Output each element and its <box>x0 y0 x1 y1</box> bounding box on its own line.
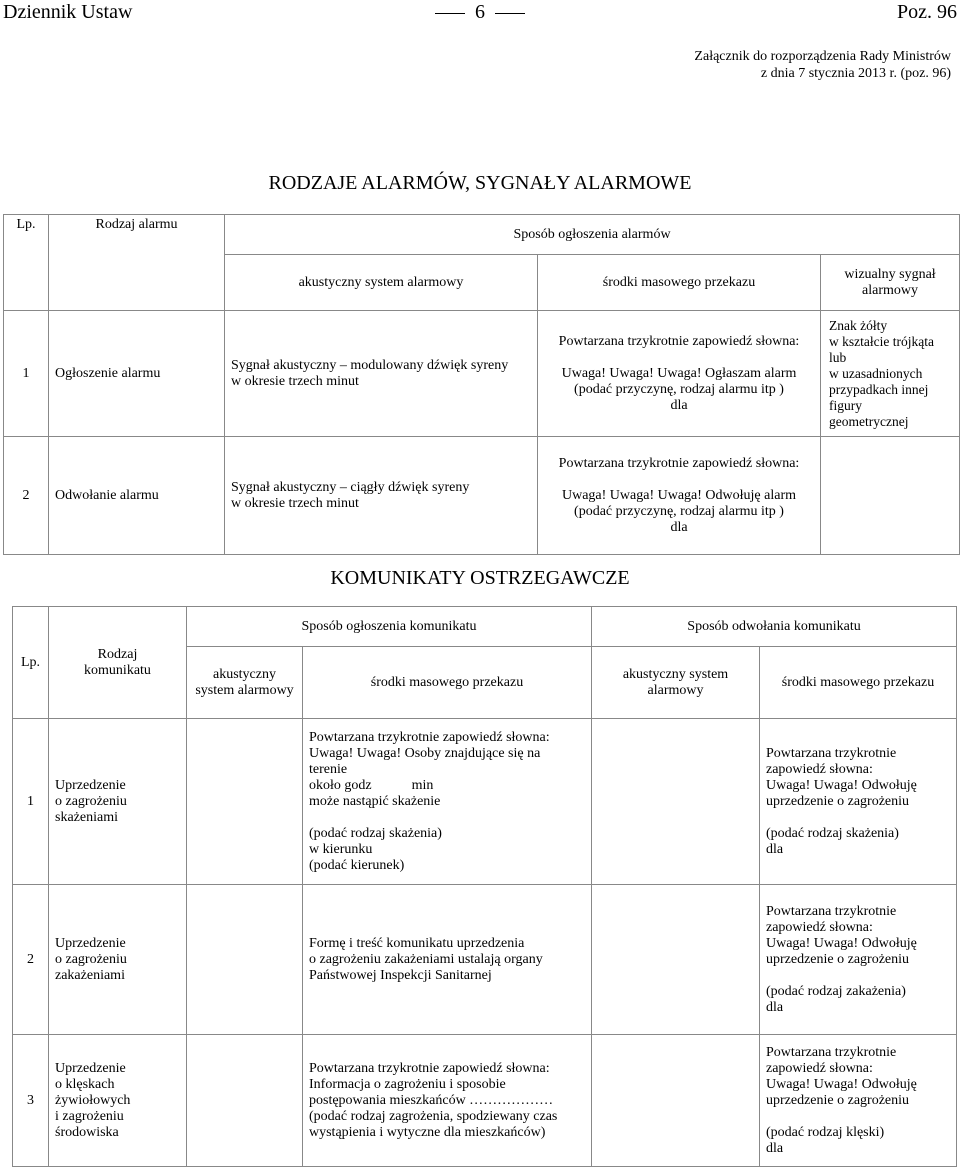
text-line: Uwaga! Uwaga! Uwaga! Odwołuję alarm <box>561 487 796 503</box>
journal-name: Dziennik Ustaw <box>3 1 133 23</box>
row-acoustic-announce <box>187 885 303 1035</box>
text-line: Uprzedzenie <box>55 1060 126 1076</box>
row-visual <box>821 437 960 555</box>
alarms-table <box>3 214 960 555</box>
text-line: uprzedzenie o zagrożeniu <box>766 1092 910 1108</box>
annex-line: Załącznik do rozporządzenia Rady Ministrów <box>694 49 951 64</box>
text-line: Powtarzana trzykrotnie <box>766 745 897 761</box>
text-line: zakażeniami <box>55 967 125 983</box>
table-row <box>13 885 957 1035</box>
text-line: żywiołowych <box>55 1092 131 1108</box>
text-line: Powtarzana trzykrotnie <box>766 1044 897 1060</box>
text-line: zapowiedź słowna: <box>766 1060 873 1076</box>
text-line: Informacja o zagrożeniu i sposobie <box>309 1076 506 1092</box>
text-line: przypadkach innej <box>829 381 929 397</box>
text-line: (podać rodzaj skażenia) <box>309 825 442 841</box>
text-line: Powtarzana trzykrotnie zapowiedź słowna: <box>309 1060 550 1076</box>
header-line: akustyczny system <box>622 666 729 682</box>
text-line: (podać przyczynę, rodzaj alarmu itp ) <box>574 381 784 397</box>
row-alarm-type: Ogłoszenie alarmu <box>49 311 225 437</box>
text-line: Uwaga! Uwaga! Odwołuję <box>766 777 917 793</box>
row-media <box>538 437 821 555</box>
text-line: Uwaga! Uwaga! Odwołuję <box>766 935 917 951</box>
text-line: Formę i treść komunikatu uprzedzenia <box>309 935 525 951</box>
text-line: dla <box>766 999 784 1015</box>
row-media-cancel <box>760 1035 957 1167</box>
header-alarm-type: Rodzaj alarmu <box>49 215 225 311</box>
warnings-table <box>12 606 957 1167</box>
row-lp: 2 <box>4 437 49 555</box>
table-row <box>13 1035 957 1167</box>
header-visual-line: wizualny sygnał <box>844 266 936 282</box>
text-line: Powtarzana trzykrotnie zapowiedź słowna: <box>309 729 550 745</box>
text-line: Powtarzana trzykrotnie zapowiedź słowna: <box>558 333 800 349</box>
position-number: Poz. 96 <box>897 1 957 23</box>
text-line <box>309 778 585 794</box>
page-number-text: 6 <box>475 1 485 23</box>
text-line: Uwaga! Uwaga! Odwołuję <box>766 1076 917 1092</box>
row-acoustic-cancel <box>592 719 760 885</box>
text-line: Powtarzana trzykrotnie zapowiedź słowna: <box>558 455 800 471</box>
row-acoustic <box>225 311 538 437</box>
text-line: może nastąpić skażenie <box>309 793 441 809</box>
warnings-title: KOMUNIKATY OSTRZEGAWCZE <box>330 567 630 589</box>
row-acoustic-announce <box>187 719 303 885</box>
row-media-cancel <box>760 719 957 885</box>
row-acoustic-cancel <box>592 1035 760 1167</box>
header-method: Sposób ogłoszenia alarmów <box>225 215 960 255</box>
text-line: Uprzedzenie <box>55 935 126 951</box>
text-fragment: min <box>411 777 434 793</box>
text-line: lub <box>829 349 847 365</box>
row-lp: 3 <box>13 1035 49 1167</box>
row-acoustic-cancel <box>592 885 760 1035</box>
header-acoustic: akustyczny system alarmowy <box>225 255 538 311</box>
header-line: alarmowy <box>647 682 704 698</box>
row-message-type <box>49 885 187 1035</box>
text-line: figury <box>829 397 862 413</box>
text-line: dla <box>670 397 688 413</box>
text-line: Znak żółty <box>829 317 888 333</box>
row-acoustic <box>225 437 538 555</box>
header-line: akustyczny <box>213 666 276 682</box>
text-line: (podać kierunek) <box>309 857 405 873</box>
row-lp: 2 <box>13 885 49 1035</box>
text-line: Powtarzana trzykrotnie <box>766 903 897 919</box>
header-acoustic-announce <box>187 647 303 719</box>
text-line: (podać rodzaj zakażenia) <box>766 983 906 999</box>
text-line: w kształcie trójkąta <box>829 333 934 349</box>
text-line: uprzedzenie o zagrożeniu <box>766 951 910 967</box>
text-line: dla <box>766 1140 784 1156</box>
table-row <box>4 437 960 555</box>
row-media-announce <box>303 719 592 885</box>
row-media-announce <box>303 1035 592 1167</box>
header-acoustic-cancel <box>592 647 760 719</box>
text-line: dla <box>670 519 688 535</box>
text-line: Sygnał akustyczny – ciągły dźwięk syreny <box>231 479 470 495</box>
text-line: środowiska <box>55 1124 119 1140</box>
text-line: geometrycznej <box>829 413 909 429</box>
header-announce: Sposób ogłoszenia komunikatu <box>187 607 592 647</box>
header-lp: Lp. <box>4 215 49 311</box>
text-line: skażeniami <box>55 809 118 825</box>
row-media-cancel <box>760 885 957 1035</box>
alarms-title: RODZAJE ALARMÓW, SYGNAŁY ALARMOWE <box>268 172 692 194</box>
text-line: zapowiedź słowna: <box>766 761 873 777</box>
text-line: w uzasadnionych <box>829 365 923 381</box>
row-media-announce <box>303 885 592 1035</box>
table-row <box>13 719 957 885</box>
header-line: Rodzaj <box>97 646 138 662</box>
text-line: (podać rodzaj skażenia) <box>766 825 899 841</box>
row-visual <box>821 311 960 437</box>
annex-line: z dnia 7 stycznia 2013 r. (poz. 96) <box>760 66 951 81</box>
header-line: komunikatu <box>84 662 151 678</box>
text-line: terenie <box>309 761 348 777</box>
row-message-type <box>49 1035 187 1167</box>
text-line: o zagrożeniu zakażeniami ustalają organy <box>309 951 543 967</box>
text-line: w kierunku <box>309 841 373 857</box>
text-line: postępowania mieszkańców ……………… <box>309 1092 554 1108</box>
text-line: Uprzedzenie <box>55 777 126 793</box>
header-lp: Lp. <box>13 607 49 719</box>
row-message-type <box>49 719 187 885</box>
text-line: o zagrożeniu <box>55 793 127 809</box>
text-line: (podać rodzaj zagrożenia, spodziewany czas <box>309 1108 558 1124</box>
row-media <box>538 311 821 437</box>
text-line: i zagrożeniu <box>55 1108 124 1124</box>
header-media-cancel: środki masowego przekazu <box>760 647 957 719</box>
text-line: Sygnał akustyczny – modulowany dźwięk syreny <box>231 357 509 373</box>
header-media-announce: środki masowego przekazu <box>303 647 592 719</box>
text-line: o klęskach <box>55 1076 115 1092</box>
annex-note <box>551 48 951 82</box>
text-fragment: około godz <box>309 777 372 793</box>
header-line: system alarmowy <box>195 682 294 698</box>
header-media: środki masowego przekazu <box>538 255 821 311</box>
text-line: wystąpienia i wytyczne dla mieszkańców) <box>309 1124 546 1140</box>
table-row <box>4 311 960 437</box>
text-line: dla <box>766 841 784 857</box>
header-visual <box>821 255 960 311</box>
row-acoustic-announce <box>187 1035 303 1167</box>
text-line: (podać przyczynę, rodzaj alarmu itp ) <box>574 503 784 519</box>
text-line: o zagrożeniu <box>55 951 127 967</box>
text-line: Państwowej Inspekcji Sanitarnej <box>309 967 492 983</box>
text-line: w okresie trzech minut <box>231 373 359 389</box>
row-alarm-type: Odwołanie alarmu <box>49 437 225 555</box>
text-line: w okresie trzech minut <box>231 495 359 511</box>
header-cancel: Sposób odwołania komunikatu <box>592 607 957 647</box>
row-lp: 1 <box>4 311 49 437</box>
header-visual-line: alarmowy <box>862 282 918 298</box>
row-lp: 1 <box>13 719 49 885</box>
page-number <box>0 0 960 24</box>
text-line: uprzedzenie o zagrożeniu <box>766 793 910 809</box>
text-line: (podać rodzaj klęski) <box>766 1124 885 1140</box>
header-message-type <box>49 607 187 719</box>
text-line: Uwaga! Uwaga! Osoby znajdujące się na <box>309 745 541 761</box>
text-line: Uwaga! Uwaga! Uwaga! Ogłaszam alarm <box>561 365 797 381</box>
text-line: zapowiedź słowna: <box>766 919 873 935</box>
